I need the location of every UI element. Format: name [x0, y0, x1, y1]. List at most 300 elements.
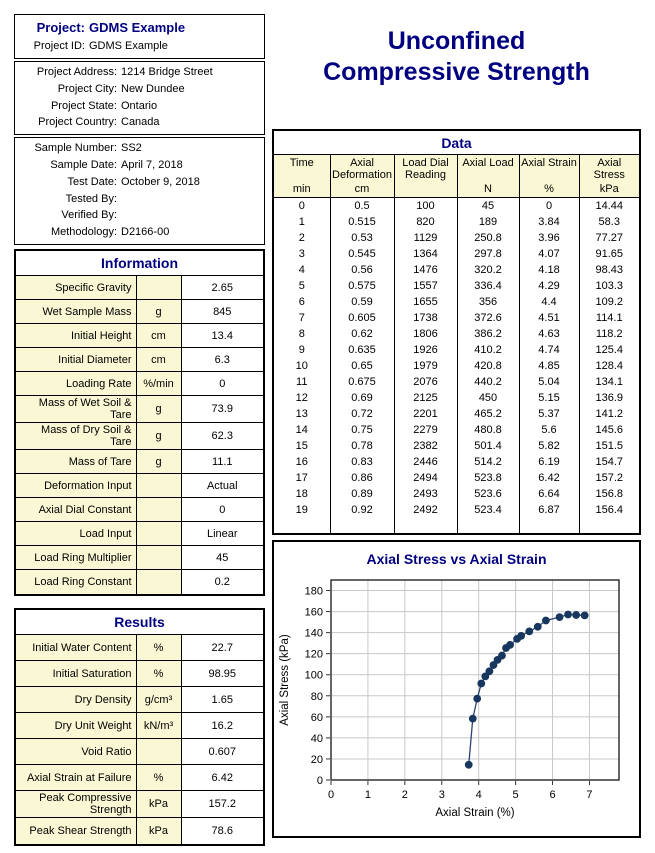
data-cell: 128.4 — [595, 360, 624, 372]
chart-point — [465, 761, 472, 768]
table-row — [16, 635, 263, 661]
row-value-cell: 1.65 — [181, 687, 263, 713]
data-cell: 18 — [274, 486, 330, 502]
filler-cell — [579, 518, 639, 533]
data-cell: 3.96 — [519, 230, 579, 246]
row-unit-cell: g — [136, 300, 181, 324]
field-label: Project Country: — [38, 116, 117, 129]
row-unit-cell: %/min — [136, 372, 181, 396]
data-cell: 141.2 — [595, 408, 624, 420]
data-cell: 2492 — [394, 502, 457, 518]
table-row — [16, 818, 263, 844]
chart-section — [272, 540, 641, 838]
data-row — [274, 390, 639, 406]
y-tick-label: 40 — [310, 732, 323, 745]
y-tick-label: 60 — [310, 711, 323, 724]
data-cell: 7 — [274, 310, 330, 326]
table-row — [16, 570, 263, 594]
column-unit: min — [292, 183, 311, 195]
row-label-cell: Void Ratio — [16, 739, 136, 765]
row-unit-cell: kPa — [136, 791, 181, 818]
chart-point — [499, 652, 506, 659]
row-label-cell: Axial Dial Constant — [16, 498, 136, 522]
field-value: D2166-00 — [121, 226, 170, 239]
data-cell: 8 — [274, 326, 330, 342]
left-column — [14, 14, 265, 846]
table-row — [16, 300, 263, 324]
field-row — [15, 98, 264, 115]
row-value-cell: 73.9 — [181, 396, 263, 423]
data-cell: 297.8 — [457, 246, 519, 262]
y-tick-label: 160 — [304, 606, 323, 619]
data-row — [274, 262, 639, 278]
data-cell: 0.83 — [330, 454, 394, 470]
data-cell: 157.2 — [595, 472, 624, 484]
table-row — [16, 324, 263, 348]
chart-point — [526, 628, 533, 635]
y-tick-label: 140 — [304, 627, 323, 640]
data-cell: 320.2 — [457, 262, 519, 278]
data-cell: 154.7 — [595, 456, 624, 468]
table-row — [16, 713, 263, 739]
row-value-cell: 0 — [181, 498, 263, 522]
chart-point — [486, 668, 493, 675]
information-table — [16, 276, 263, 594]
data-cell: 5 — [274, 278, 330, 294]
data-cell: 450 — [457, 390, 519, 406]
data-cell: 1 — [274, 214, 330, 230]
row-label-cell: Axial Strain at Failure — [16, 765, 136, 791]
report-title-line2: Compressive Strength — [323, 58, 590, 86]
column-unit: kPa — [599, 183, 619, 195]
field-label: Project Address: — [36, 66, 117, 78]
data-cell: 420.8 — [457, 358, 519, 374]
row-value-cell: 6.42 — [181, 765, 263, 791]
data-cell: 4.63 — [519, 326, 579, 342]
data-row — [274, 342, 639, 358]
field-value: Canada — [121, 116, 160, 129]
row-label-cell: Dry Unit Weight — [16, 713, 136, 739]
table-row — [16, 791, 263, 818]
data-row — [274, 278, 639, 294]
data-cell: 523.6 — [457, 486, 519, 502]
row-label-cell: Peak Shear Strength — [16, 818, 136, 844]
chart-point — [507, 641, 514, 648]
data-cell: 1926 — [394, 342, 457, 358]
data-cell: 2076 — [394, 374, 457, 390]
row-unit-cell: % — [136, 635, 181, 661]
chart-point — [581, 612, 588, 619]
data-cell: 77.27 — [595, 232, 624, 244]
row-label-cell: Loading Rate — [16, 372, 136, 396]
filler-cell — [519, 518, 579, 533]
data-cell: 0.5 — [330, 198, 394, 215]
row-value-cell: 845 — [181, 300, 263, 324]
data-cell: 91.65 — [595, 248, 624, 260]
chart-point — [518, 632, 525, 639]
row-unit-cell — [136, 276, 181, 300]
row-value-cell: 0.607 — [181, 739, 263, 765]
data-cell: 16 — [274, 454, 330, 470]
data-cell: 386.2 — [457, 326, 519, 342]
field-row — [15, 114, 264, 131]
column-name: Time — [289, 157, 314, 169]
report-title-line1: Unconfined — [387, 27, 526, 55]
data-cell: 98.43 — [595, 264, 624, 276]
field-label: Project State: — [50, 99, 117, 112]
data-cell: 820 — [394, 214, 457, 230]
table-row — [16, 546, 263, 570]
project-title-row — [15, 18, 264, 38]
field-label: Project City: — [57, 82, 117, 95]
sample-info-box — [14, 137, 265, 245]
data-cell: 356 — [457, 294, 519, 310]
field-value: Ontario — [121, 99, 158, 112]
data-table-wrap — [274, 155, 639, 533]
field-value: April 7, 2018 — [121, 158, 183, 171]
filler-cell — [394, 518, 457, 533]
table-row — [16, 423, 263, 450]
project-header-box — [14, 14, 265, 59]
data-cell: 11 — [274, 374, 330, 390]
data-table — [274, 155, 639, 533]
row-unit-cell: kPa — [136, 818, 181, 844]
data-row — [274, 470, 639, 486]
row-value-cell: 11.1 — [181, 450, 263, 474]
y-tick-label: 20 — [310, 753, 323, 766]
right-column — [272, 14, 641, 838]
row-label-cell: Peak Compressive Strength — [16, 791, 136, 818]
x-tick-label: 3 — [438, 789, 445, 801]
data-cell: 114.1 — [595, 312, 623, 324]
column-name: Axial Load — [462, 157, 514, 169]
field-row — [15, 157, 264, 174]
field-row — [15, 174, 264, 191]
y-tick-label: 120 — [304, 648, 323, 661]
field-value: October 9, 2018 — [121, 175, 200, 188]
field-label: Test Date: — [67, 175, 117, 188]
row-unit-cell: kN/m³ — [136, 713, 181, 739]
project-id-value: GDMS Example — [89, 40, 168, 52]
data-cell: 2125 — [394, 390, 457, 406]
data-cell: 501.4 — [457, 438, 519, 454]
row-label-cell: Mass of Tare — [16, 450, 136, 474]
row-value-cell: 62.3 — [181, 423, 263, 450]
data-cell: 0.675 — [330, 374, 394, 390]
data-cell: 13 — [274, 406, 330, 422]
data-cell: 14.44 — [595, 200, 624, 212]
data-row — [274, 502, 639, 518]
row-value-cell: Actual — [181, 474, 263, 498]
data-cell: 1557 — [394, 278, 457, 294]
data-cell: 0.515 — [330, 214, 394, 230]
table-row — [16, 687, 263, 713]
project-value: GDMS Example — [89, 20, 186, 35]
row-value-cell: 98.95 — [181, 661, 263, 687]
column-name: Axial Strain — [521, 157, 577, 169]
data-row — [274, 294, 639, 310]
results-title: Results — [16, 610, 263, 635]
y-tick-label: 80 — [310, 690, 323, 703]
data-cell: 0.89 — [330, 486, 394, 502]
data-cell: 0.78 — [330, 438, 394, 454]
data-row — [274, 422, 639, 438]
data-cell: 0.69 — [330, 390, 394, 406]
x-tick-label: 1 — [364, 789, 371, 801]
data-row — [274, 214, 639, 230]
data-cell: 156.8 — [595, 488, 624, 500]
chart-point — [469, 715, 476, 722]
row-unit-cell — [136, 546, 181, 570]
data-cell: 0.56 — [330, 262, 394, 278]
chart-point — [565, 611, 572, 618]
data-cell: 4.85 — [519, 358, 579, 374]
chart-series-line — [469, 615, 585, 765]
row-value-cell: 0 — [181, 372, 263, 396]
row-label-cell: Initial Diameter — [16, 348, 136, 372]
data-cell: 0.575 — [330, 278, 394, 294]
table-row — [16, 474, 263, 498]
row-label-cell: Dry Density — [16, 687, 136, 713]
data-cell: 3.84 — [519, 214, 579, 230]
data-cell: 4.4 — [519, 294, 579, 310]
filler-cell — [457, 518, 519, 533]
row-value-cell: 45 — [181, 546, 263, 570]
data-cell: 1979 — [394, 358, 457, 374]
data-cell: 151.5 — [595, 440, 624, 452]
chart-svg — [274, 570, 639, 834]
data-header-cell — [394, 155, 457, 198]
field-row — [15, 207, 264, 224]
data-cell: 6 — [274, 294, 330, 310]
data-cell: 0.545 — [330, 246, 394, 262]
chart-point — [478, 680, 485, 687]
x-tick-label: 0 — [327, 789, 335, 801]
project-id-row — [15, 38, 264, 55]
y-axis-label: Axial Stress (kPa) — [279, 634, 291, 726]
field-label: Sample Date: — [50, 158, 117, 171]
data-cell: 12 — [274, 390, 330, 406]
data-cell: 14 — [274, 422, 330, 438]
row-label-cell: Initial Saturation — [16, 661, 136, 687]
chart-point — [573, 612, 580, 619]
data-row — [274, 454, 639, 470]
chart-point — [534, 623, 541, 630]
data-cell: 1806 — [394, 326, 457, 342]
results-table — [16, 635, 263, 844]
data-cell: 0.92 — [330, 502, 394, 518]
row-unit-cell — [136, 739, 181, 765]
data-cell: 0.635 — [330, 342, 394, 358]
x-tick-label: 6 — [549, 789, 556, 801]
data-cell: 1476 — [394, 262, 457, 278]
row-unit-cell: % — [136, 765, 181, 791]
field-value: SS2 — [121, 142, 142, 155]
table-row — [16, 498, 263, 522]
data-cell: 2279 — [394, 422, 457, 438]
data-cell: 4.51 — [519, 310, 579, 326]
data-cell: 136.9 — [595, 392, 624, 404]
data-cell: 17 — [274, 470, 330, 486]
data-cell: 6.19 — [519, 454, 579, 470]
data-cell: 6.42 — [519, 470, 579, 486]
y-tick-label: 180 — [304, 585, 323, 598]
table-row — [16, 348, 263, 372]
data-cell: 189 — [457, 214, 519, 230]
data-cell: 523.4 — [457, 502, 519, 518]
filler-cell — [274, 518, 330, 533]
data-cell: 1129 — [394, 230, 457, 246]
row-unit-cell: g — [136, 396, 181, 423]
data-cell: 134.1 — [595, 376, 624, 388]
table-row — [16, 450, 263, 474]
row-value-cell: 22.7 — [181, 635, 263, 661]
row-value-cell: 16.2 — [181, 713, 263, 739]
row-unit-cell: cm — [136, 324, 181, 348]
table-row — [16, 765, 263, 791]
data-cell: 514.2 — [457, 454, 519, 470]
table-row — [16, 276, 263, 300]
data-cell: 5.37 — [519, 406, 579, 422]
data-cell: 5.6 — [519, 422, 579, 438]
x-tick-label: 4 — [475, 789, 482, 801]
data-cell: 6.87 — [519, 502, 579, 518]
data-cell: 1738 — [394, 310, 457, 326]
field-row — [15, 140, 264, 157]
column-name: Axial Deformation — [332, 157, 392, 181]
data-row — [274, 374, 639, 390]
data-cell: 109.2 — [595, 296, 624, 308]
row-label-cell: Load Ring Multiplier — [16, 546, 136, 570]
data-cell: 118.2 — [595, 328, 623, 340]
data-cell: 0.59 — [330, 294, 394, 310]
column-unit: % — [544, 183, 554, 195]
data-cell: 0.605 — [330, 310, 394, 326]
row-unit-cell: g — [136, 450, 181, 474]
data-row — [274, 406, 639, 422]
data-cell: 4.07 — [519, 246, 579, 262]
data-cell: 0.72 — [330, 406, 394, 422]
data-header-cell — [274, 155, 330, 198]
data-cell: 0.53 — [330, 230, 394, 246]
data-row — [274, 198, 639, 215]
field-row — [15, 64, 264, 81]
row-label-cell: Initial Height — [16, 324, 136, 348]
data-cell: 1364 — [394, 246, 457, 262]
project-address-box — [14, 61, 265, 135]
x-axis-label: Axial Strain (%) — [435, 807, 515, 819]
data-header-row — [274, 155, 639, 198]
data-cell: 440.2 — [457, 374, 519, 390]
report-title — [272, 26, 641, 88]
field-label: Tested By: — [65, 192, 117, 205]
data-cell: 0 — [519, 198, 579, 215]
field-row — [15, 191, 264, 208]
data-cell: 5.04 — [519, 374, 579, 390]
field-row — [15, 81, 264, 98]
data-cell: 100 — [394, 198, 457, 215]
row-value-cell: Linear — [181, 522, 263, 546]
data-row — [274, 486, 639, 502]
row-unit-cell — [136, 474, 181, 498]
row-unit-cell: cm — [136, 348, 181, 372]
data-cell: 0.62 — [330, 326, 394, 342]
row-unit-cell — [136, 522, 181, 546]
data-cell: 2201 — [394, 406, 457, 422]
y-tick-label: 100 — [304, 669, 323, 682]
chart-point — [542, 617, 549, 624]
row-label-cell: Deformation Input — [16, 474, 136, 498]
row-label-cell: Specific Gravity — [16, 276, 136, 300]
data-header-cell — [519, 155, 579, 198]
data-cell: 10 — [274, 358, 330, 374]
field-label: Sample Number: — [34, 142, 117, 155]
project-label: Project: — [36, 20, 85, 35]
data-cell: 2446 — [394, 454, 457, 470]
data-cell: 156.4 — [595, 504, 624, 516]
row-label-cell: Mass of Wet Soil & Tare — [16, 396, 136, 423]
field-value: 1214 Bridge Street — [121, 66, 213, 78]
data-cell: 45 — [457, 198, 519, 215]
chart-plot-border — [331, 580, 619, 780]
data-cell: 58.3 — [598, 216, 620, 228]
data-cell: 0.86 — [330, 470, 394, 486]
data-cell: 4 — [274, 262, 330, 278]
row-unit-cell: g — [136, 423, 181, 450]
data-cell: 250.8 — [457, 230, 519, 246]
data-cell: 5.82 — [519, 438, 579, 454]
table-row — [16, 739, 263, 765]
data-cell: 19 — [274, 502, 330, 518]
field-value: New Dundee — [121, 82, 185, 95]
data-row — [274, 438, 639, 454]
x-tick-label: 7 — [586, 789, 593, 801]
data-cell: 523.8 — [457, 470, 519, 486]
row-value-cell: 78.6 — [181, 818, 263, 844]
chart-point — [474, 695, 481, 702]
data-cell: 410.2 — [457, 342, 519, 358]
table-row — [16, 661, 263, 687]
row-label-cell: Load Ring Constant — [16, 570, 136, 594]
data-cell: 5.15 — [519, 390, 579, 406]
row-label-cell: Load Input — [16, 522, 136, 546]
data-cell: 2493 — [394, 486, 457, 502]
data-cell: 0.75 — [330, 422, 394, 438]
data-row — [274, 246, 639, 262]
data-cell: 0.65 — [330, 358, 394, 374]
data-cell: 480.8 — [457, 422, 519, 438]
data-cell: 4.18 — [519, 262, 579, 278]
row-value-cell: 157.2 — [181, 791, 263, 818]
data-cell: 465.2 — [457, 406, 519, 422]
row-unit-cell — [136, 570, 181, 594]
project-id-label: Project ID: — [33, 40, 85, 52]
data-row — [274, 230, 639, 246]
row-unit-cell: g/cm³ — [136, 687, 181, 713]
data-cell: 145.6 — [595, 424, 624, 436]
data-cell: 6.64 — [519, 486, 579, 502]
data-header-cell — [579, 155, 639, 198]
data-row — [274, 310, 639, 326]
chart-point — [556, 614, 563, 621]
column-name: Axial Stress — [593, 157, 625, 181]
results-section — [14, 608, 265, 846]
information-title: Information — [16, 251, 263, 276]
data-cell: 3 — [274, 246, 330, 262]
data-cell: 0 — [274, 198, 330, 215]
information-section — [14, 249, 265, 596]
data-section — [272, 129, 641, 535]
